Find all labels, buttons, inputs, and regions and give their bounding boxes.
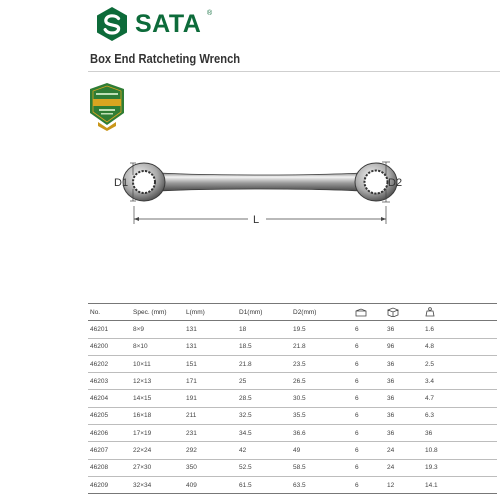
cell-spec: 27×30: [131, 459, 184, 476]
table-row: [88, 459, 497, 476]
col-inner-box: [353, 304, 385, 321]
table-row: [88, 425, 497, 442]
cell-no: 46204: [88, 390, 131, 407]
cell-d1: 42: [237, 442, 291, 459]
cell-spec: 16×18: [131, 407, 184, 424]
cell-spec: 17×19: [131, 425, 184, 442]
registered-mark: ®: [207, 10, 213, 17]
label-d2: D2: [388, 177, 403, 189]
cell-d2: 49: [291, 442, 353, 459]
brand-name: SATA: [135, 10, 202, 38]
cell-spec: 10×11: [131, 355, 184, 372]
title-divider: [88, 71, 500, 72]
cell-spec: 22×24: [131, 442, 184, 459]
cell-no: 46202: [88, 355, 131, 372]
cell-carton-qty: 12: [385, 476, 423, 493]
cell-inner-qty: 6: [353, 390, 385, 407]
cell-d2: 26.5: [291, 373, 353, 390]
cell-weight: 4.8: [423, 338, 497, 355]
table-row: [88, 442, 497, 459]
cell-carton-qty: 24: [385, 459, 423, 476]
cell-d1: 61.5: [237, 476, 291, 493]
cell-inner-qty: 6: [353, 476, 385, 493]
cell-carton-qty: 36: [385, 355, 423, 372]
cell-d2: 36.6: [291, 425, 353, 442]
cell-spec: 12×13: [131, 373, 184, 390]
table-header: [88, 304, 497, 321]
cell-inner-qty: 6: [353, 442, 385, 459]
table-row: [88, 476, 497, 493]
cell-carton-qty: 24: [385, 442, 423, 459]
cell-weight: 1.6: [423, 321, 497, 338]
inner-box-icon: [355, 308, 367, 317]
cell-inner-qty: 6: [353, 425, 385, 442]
cell-no: 46200: [88, 338, 131, 355]
cell-spec: 8×9: [131, 321, 184, 338]
cell-spec: 8×10: [131, 338, 184, 355]
sata-logo: [95, 6, 215, 42]
spec-table: [88, 303, 497, 494]
cell-carton-qty: 36: [385, 425, 423, 442]
cell-length: 131: [184, 321, 237, 338]
cell-length: 211: [184, 407, 237, 424]
cell-length: 409: [184, 476, 237, 493]
table-row: [88, 321, 497, 338]
col-d1: D1(mm): [237, 304, 291, 321]
cell-d2: 63.5: [291, 476, 353, 493]
cell-no: 46206: [88, 425, 131, 442]
cell-d2: 35.5: [291, 407, 353, 424]
cell-d2: 19.5: [291, 321, 353, 338]
cell-length: 171: [184, 373, 237, 390]
award-badge-icon: [88, 82, 126, 132]
label-d1: D1: [114, 177, 129, 189]
cell-no: 46201: [88, 321, 131, 338]
wrench-body: [123, 163, 397, 201]
cell-weight: 2.5: [423, 355, 497, 372]
cell-carton-qty: 36: [385, 373, 423, 390]
table-body: [88, 321, 497, 494]
cell-length: 191: [184, 390, 237, 407]
col-weight: [423, 304, 497, 321]
cell-weight: 14.1: [423, 476, 497, 493]
header-row: [88, 304, 497, 321]
cell-length: 350: [184, 459, 237, 476]
col-d2: D2(mm): [291, 304, 353, 321]
cell-length: 131: [184, 338, 237, 355]
cell-length: 151: [184, 355, 237, 372]
cell-d1: 25: [237, 373, 291, 390]
cell-d1: 18.5: [237, 338, 291, 355]
cell-inner-qty: 6: [353, 321, 385, 338]
cell-length: 231: [184, 425, 237, 442]
cell-inner-qty: 6: [353, 459, 385, 476]
weight-scale-icon: [425, 307, 435, 317]
col-spec: Spec. (mm): [131, 304, 184, 321]
product-title: Box End Ratcheting Wrench: [90, 51, 241, 66]
cell-weight: 10.8: [423, 442, 497, 459]
cell-carton-qty: 36: [385, 390, 423, 407]
cell-d2: 30.5: [291, 390, 353, 407]
cell-no: 46208: [88, 459, 131, 476]
cell-d2: 23.5: [291, 355, 353, 372]
cell-spec: 32×34: [131, 476, 184, 493]
cell-d2: 21.8: [291, 338, 353, 355]
table-row: [88, 390, 497, 407]
cell-inner-qty: 6: [353, 355, 385, 372]
table-row: [88, 407, 497, 424]
cell-weight: 19.3: [423, 459, 497, 476]
cell-d1: 28.5: [237, 390, 291, 407]
label-l: L: [253, 214, 260, 226]
cell-d1: 32.5: [237, 407, 291, 424]
table-row: [88, 355, 497, 372]
col-carton: [385, 304, 423, 321]
wrench-diagram: [110, 150, 410, 240]
cell-carton-qty: 36: [385, 321, 423, 338]
cell-inner-qty: 6: [353, 373, 385, 390]
cell-weight: 3.4: [423, 373, 497, 390]
cell-carton-qty: 36: [385, 407, 423, 424]
cell-carton-qty: 96: [385, 338, 423, 355]
carton-box-icon: [387, 307, 399, 317]
sata-logo-mark-icon: [95, 6, 129, 42]
col-length: L(mm): [184, 304, 237, 321]
table-row: [88, 338, 497, 355]
col-no: No.: [88, 304, 131, 321]
cell-length: 292: [184, 442, 237, 459]
cell-no: 46207: [88, 442, 131, 459]
cell-d1: 18: [237, 321, 291, 338]
table-row: [88, 373, 497, 390]
cell-d1: 34.5: [237, 425, 291, 442]
cell-no: 46205: [88, 407, 131, 424]
length-dimension: [134, 206, 386, 226]
cell-spec: 14×15: [131, 390, 184, 407]
cell-weight: 6.3: [423, 407, 497, 424]
cell-no: 46203: [88, 373, 131, 390]
cell-inner-qty: 6: [353, 407, 385, 424]
cell-inner-qty: 6: [353, 338, 385, 355]
cell-weight: 36: [423, 425, 497, 442]
cell-d2: 58.5: [291, 459, 353, 476]
cell-no: 46209: [88, 476, 131, 493]
cell-d1: 52.5: [237, 459, 291, 476]
cell-weight: 4.7: [423, 390, 497, 407]
cell-d1: 21.8: [237, 355, 291, 372]
